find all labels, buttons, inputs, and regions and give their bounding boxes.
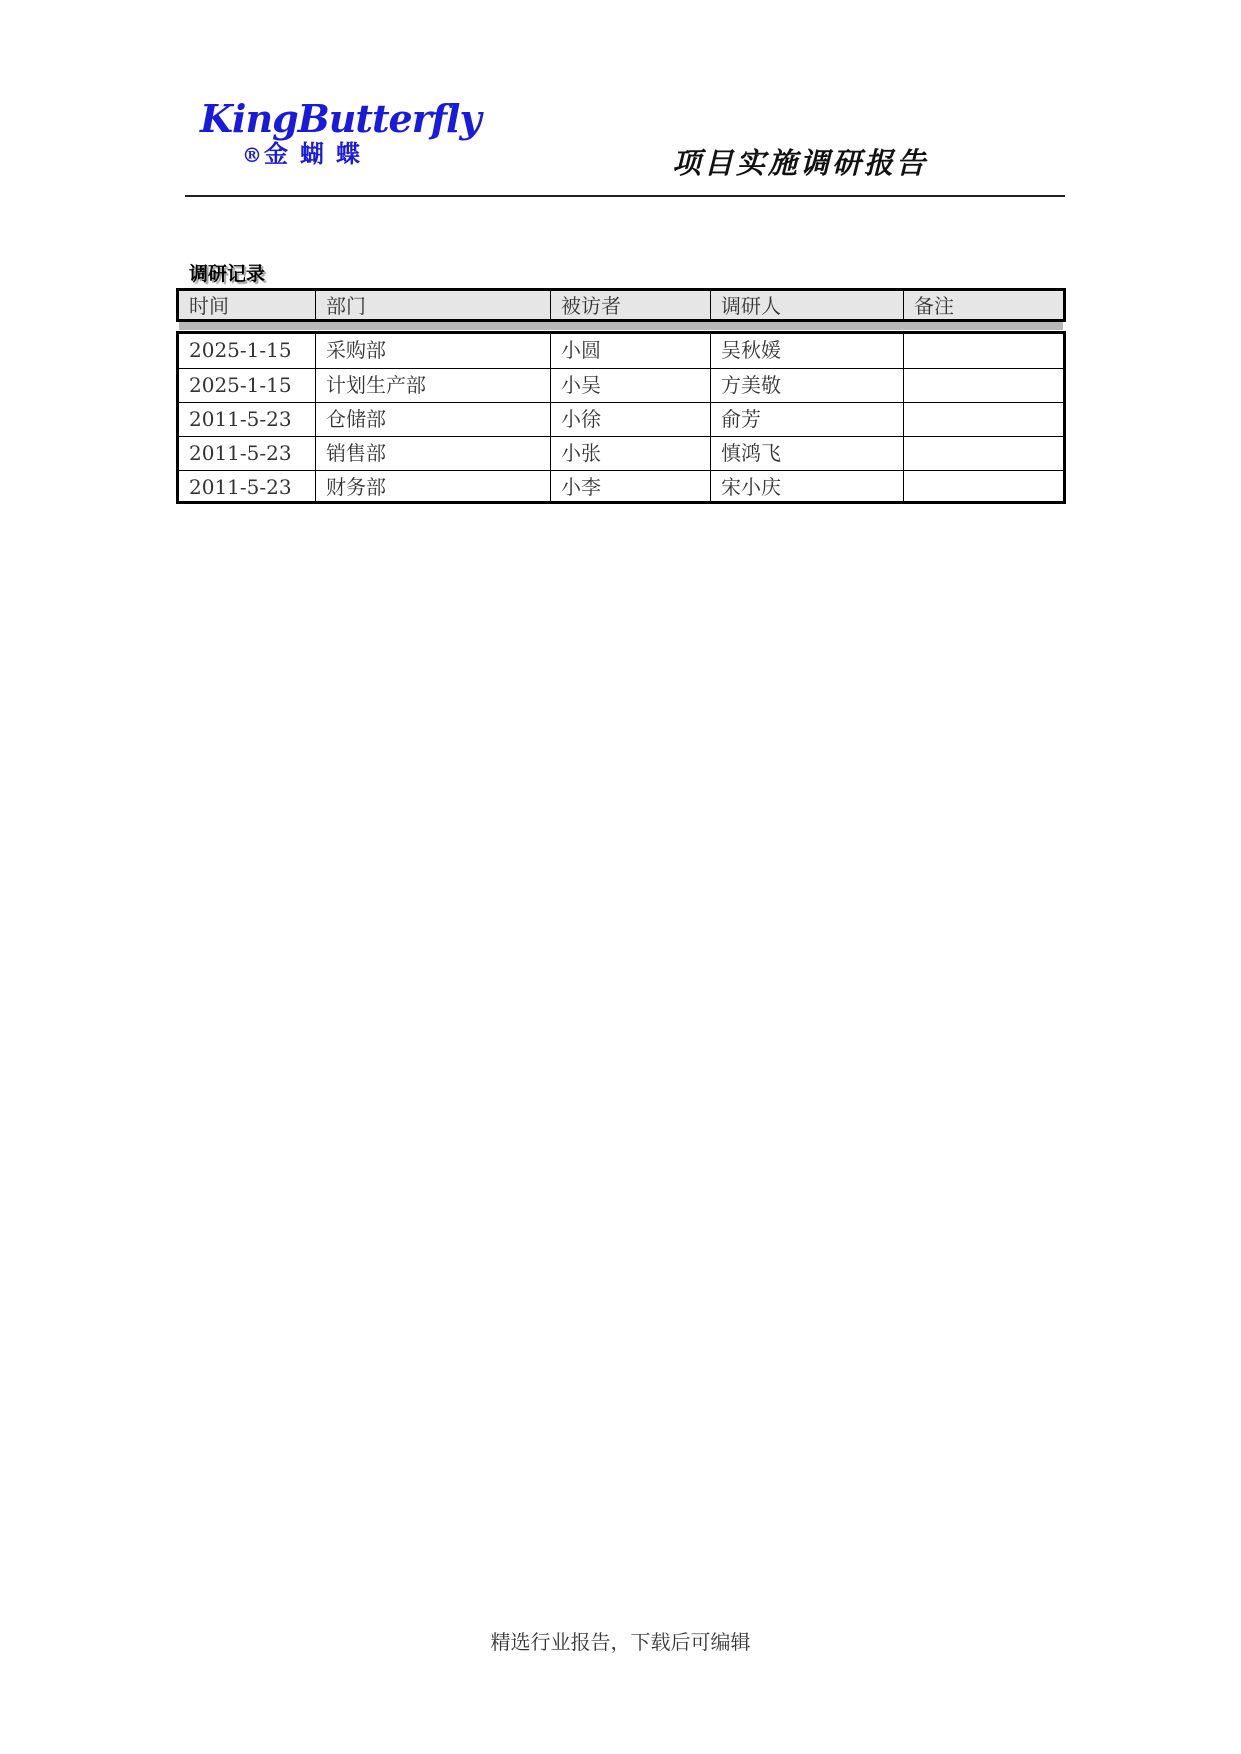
cell-department: 财务部: [315, 471, 550, 504]
cell-interviewee: 小吴: [550, 369, 710, 402]
header-divider: [185, 195, 1065, 197]
cell-department: 采购部: [315, 334, 550, 368]
cell-researcher: 宋小庆: [710, 471, 903, 504]
cell-time: 2011-5-23: [189, 441, 292, 465]
cell-interviewee: 小徐: [550, 403, 710, 436]
column-header-remarks: 备注: [903, 291, 1063, 319]
column-header-department: 部门: [315, 291, 550, 319]
company-logo: [200, 96, 481, 168]
cell-remarks: [903, 403, 1063, 436]
column-header-interviewee: 被访者: [550, 291, 710, 319]
cell-remarks: [903, 471, 1063, 504]
cell-interviewee: 小李: [550, 471, 710, 504]
page-footer: 精选行业报告，下载后可编辑: [490, 1630, 751, 1654]
report-title: 项目实施调研报告: [672, 146, 929, 180]
cell-researcher: 方美敬: [710, 369, 903, 402]
registered-mark: ®: [242, 143, 264, 167]
cell-remarks: [903, 437, 1063, 470]
cell-department: 计划生产部: [315, 369, 550, 402]
logo-script-text: KingButterfly: [200, 96, 481, 141]
table-header-shadow: [179, 322, 1063, 330]
cell-time: 2011-5-23: [189, 407, 292, 431]
table-row: [179, 402, 1063, 436]
cell-time: 2025-1-15: [189, 373, 292, 397]
table-row: [179, 368, 1063, 402]
section-heading: 调研记录: [189, 263, 266, 285]
table-row: [179, 436, 1063, 470]
table-header-row: [176, 288, 1066, 322]
cell-remarks: [903, 334, 1063, 368]
survey-record-table: [176, 331, 1066, 504]
cell-interviewee: 小张: [550, 437, 710, 470]
cell-time: 2025-1-15: [189, 338, 292, 362]
cell-department: 销售部: [315, 437, 550, 470]
cell-researcher: 慎鸿飞: [710, 437, 903, 470]
cell-researcher: 俞芳: [710, 403, 903, 436]
logo-chinese-text: [242, 134, 372, 169]
cell-remarks: [903, 369, 1063, 402]
column-header-researcher: 调研人: [710, 291, 903, 319]
table-row: [179, 334, 1063, 368]
logo-chinese-name: 金蝴蝶: [264, 139, 372, 168]
table-row: [179, 470, 1063, 504]
cell-department: 仓储部: [315, 403, 550, 436]
cell-researcher: 吴秋媛: [710, 334, 903, 368]
cell-interviewee: 小圆: [550, 334, 710, 368]
column-header-time: 时间: [189, 294, 229, 318]
cell-time: 2011-5-23: [189, 475, 292, 499]
